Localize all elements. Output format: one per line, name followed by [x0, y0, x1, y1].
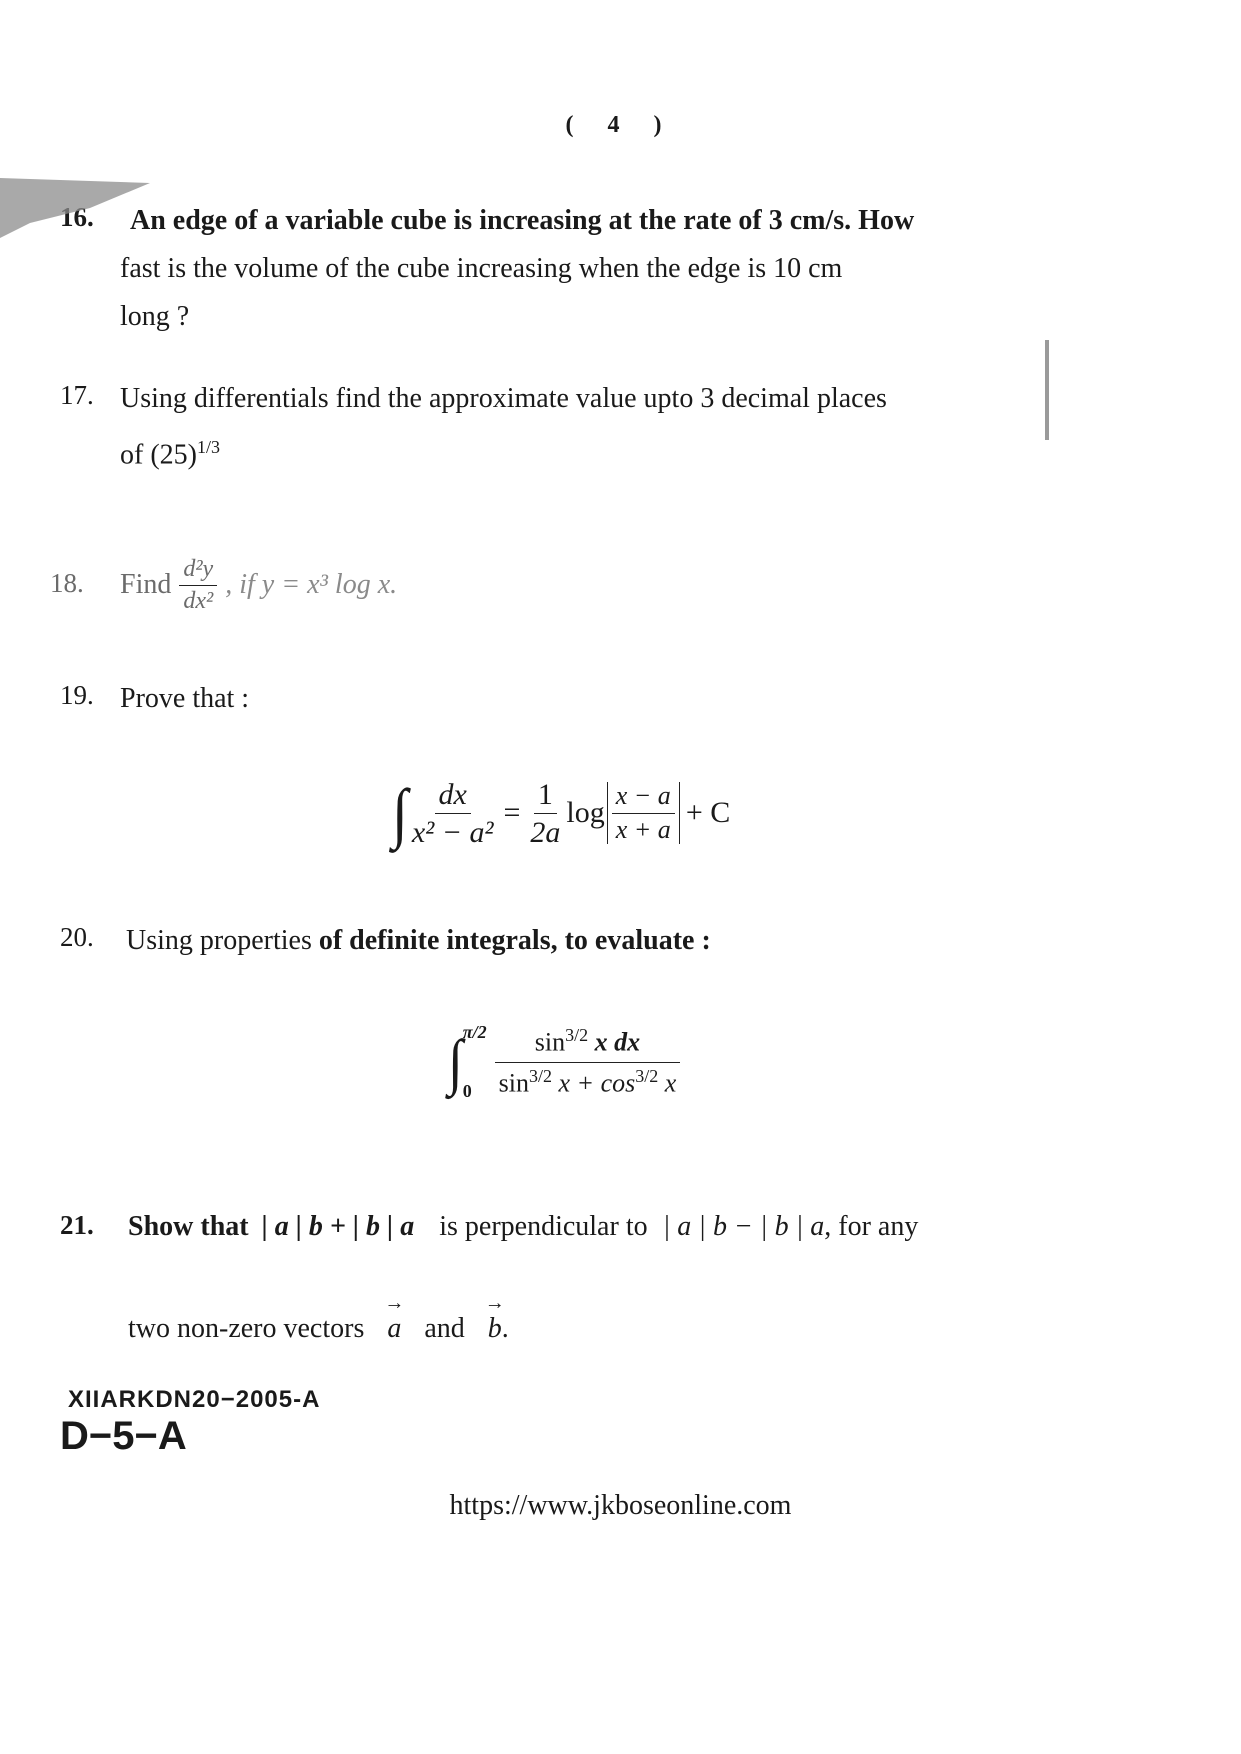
second-derivative [179, 556, 217, 614]
series-label: D−5−A [60, 1414, 187, 1458]
exponent: 3/2 [565, 1025, 589, 1046]
fraction-numerator: d²y [179, 556, 217, 585]
question-line: An edge of a variable cube is increasing at the rate of 3 cm/s. How [130, 205, 915, 236]
period: . [501, 1313, 509, 1344]
question-number: 18. [50, 568, 84, 598]
denominator-tail: x [664, 1068, 677, 1098]
question-number: 17. [60, 380, 94, 410]
equals-sign: = [503, 796, 521, 829]
vector-expression: | a | b + | b | a [261, 1211, 415, 1242]
question-line-text: of (25) [120, 439, 197, 471]
absolute-value [607, 782, 680, 844]
exponent: 3/2 [528, 1065, 552, 1086]
denominator-mid: x + cos [558, 1068, 636, 1098]
text-part: Using properties [126, 925, 312, 956]
vector-b: → b [488, 1298, 502, 1360]
margin-mark [1045, 340, 1049, 440]
fraction-numerator [495, 1026, 680, 1062]
fraction-denominator: x² − a² [411, 815, 494, 849]
vector-a: → a [387, 1298, 401, 1360]
question-line [120, 416, 220, 486]
question-line: long ? [120, 301, 190, 332]
question-number: 20. [60, 922, 94, 952]
integrand-fraction [408, 778, 498, 849]
fraction-denominator: 2a [530, 815, 561, 849]
perpendicular-text: is perpendicular to [439, 1211, 648, 1242]
log-label: log [566, 796, 605, 829]
sin-label: sin [534, 1027, 566, 1057]
text-part: of definite integrals, [318, 925, 558, 956]
constant: + C [685, 796, 731, 829]
fraction-numerator: dx [435, 778, 471, 814]
question-line [128, 1196, 918, 1258]
show-label: Show that [128, 1211, 249, 1242]
scan-smudge [0, 178, 150, 248]
integral-sign: ∫ [448, 1027, 463, 1097]
source-url: https://www.jkboseonline.com [449, 1490, 792, 1521]
page-number: ( 4 ) [565, 112, 676, 138]
vectors-text: two non-zero vectors [128, 1313, 365, 1344]
question-line [128, 1298, 509, 1360]
paper-code: XIIARKDN20−2005-A [68, 1386, 321, 1413]
integral-sign: ∫ [392, 775, 408, 850]
question-line: fast is the volume of the cube increasing when the edge is 10 cm [120, 253, 843, 284]
question-line: Using differentials find the approximate value upto 3 decimal places [120, 383, 887, 414]
text-part: to evaluate : [564, 925, 711, 956]
and-text: and [424, 1313, 465, 1344]
sin-label: sin [498, 1068, 529, 1098]
fraction-denominator: dx² [183, 587, 214, 614]
formula-19 [392, 768, 730, 858]
abs-fraction [612, 782, 675, 844]
question-body [120, 540, 397, 630]
fraction-numerator: 1 [534, 778, 557, 814]
exponent: 1/3 [196, 437, 220, 457]
question-number: 19. [60, 680, 94, 710]
fraction-denominator: x + a [615, 814, 671, 844]
fraction-numerator: x − a [612, 782, 675, 814]
exponent: 3/2 [635, 1065, 659, 1086]
question-number: 16. [60, 202, 94, 232]
upper-limit: π/2 [462, 1022, 487, 1042]
question-text [126, 910, 711, 972]
vector-expression: | a | b − | b | a [662, 1211, 825, 1242]
for-any-text: , for any [824, 1211, 919, 1242]
find-label: Find [120, 569, 172, 600]
fraction-denominator [495, 1063, 681, 1098]
lower-limit: 0 [462, 1081, 472, 1101]
formula-20 [448, 1012, 680, 1112]
integrand-fraction [495, 1026, 681, 1098]
condition-text: , if y = x³ log x. [225, 569, 398, 600]
question-text: Prove that : [120, 683, 250, 714]
coefficient-fraction [526, 778, 564, 849]
question-number: 21. [60, 1210, 94, 1240]
integral-limits [463, 1022, 487, 1102]
numerator-tail: x dx [594, 1027, 641, 1057]
